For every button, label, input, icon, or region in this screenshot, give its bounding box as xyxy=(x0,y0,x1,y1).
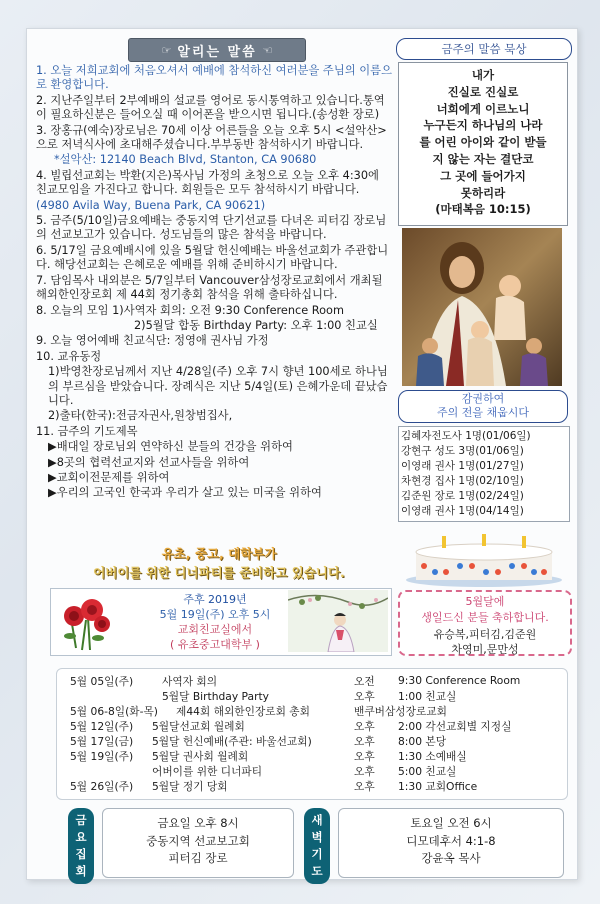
notice-item: 11. 금주의 기도제목 xyxy=(36,424,138,438)
verse-line: 진실로 진실로 xyxy=(447,84,519,99)
tab-char: 도 xyxy=(311,864,323,878)
notice-item: 5. 금주(5/10일)금요예배는 중동지역 단기선교를 다녀온 피터김 장로님의 선교보고가 있습니다. 성도님들의 많은 참석을 바랍니다. xyxy=(36,214,387,242)
notice-item: 1. 오늘 저희교회에 처음오셔서 예배에 참석하신 여러분을 주님의 이름으로 환영합니다. xyxy=(36,64,392,92)
verse-reference: (마태복음 10:15) xyxy=(435,202,531,217)
schedule-time: 2:00 각선교회별 지정실 xyxy=(398,720,512,733)
youth-dinner-info xyxy=(140,592,290,652)
schedule-time: 9:30 Conference Room xyxy=(398,674,521,687)
youth-info-host: ( 유초중고대학부 ) xyxy=(170,638,260,651)
schedule-event: 제44회 해외한인장로회 총회 xyxy=(176,705,310,718)
birthday-names-line1: 유승복,피터김,김준원 xyxy=(433,628,537,641)
notice-item: 4. 빌립선교회는 박환(지은)목사님 가정의 초청으로 오늘 오후 4:30에 친교모임을 가진다고 합니다. 회원들은 모두 참석하시기 바랍니다. xyxy=(36,168,379,197)
traditional-painting-image xyxy=(288,590,388,652)
verse-line: 지 않는 자는 결단코 xyxy=(432,151,534,166)
dawn-prayer-tab xyxy=(304,808,330,884)
verse-line: 그 곳에 들어가지 xyxy=(440,168,526,183)
notice-item: 6. 5/17일 금요예배시에 있을 5월달 헌신예배는 바울선교회가 주관합니다. 해당선교회는 은혜로운 예배를 위해 준비하시기 바랍니다. xyxy=(36,243,389,272)
tab-char: 요 xyxy=(75,830,87,844)
notice-item: 7. 담임목사 내외분은 5/7일부터 Vancouver삼성장로교회에서 개최될 해외한인장로회 제 44회 정기총회 참석을 위해 출타하십니다. xyxy=(36,273,383,302)
verse-line: 누구든지 하나님의 나라 xyxy=(423,118,543,133)
schedule-event: 5월달 권사회 월례회 xyxy=(152,750,249,763)
evangelism-row: 김혜자전도사 1명(01/06일) xyxy=(401,430,531,442)
youth-banner-line2: 어버이를 위한 디너파티를 준비하고 있습니다. xyxy=(93,565,345,580)
evangelism-heading xyxy=(398,390,568,423)
dawn-time: 토요일 오전 6시 xyxy=(410,816,492,830)
verse-line: 너희에게 이르노니 xyxy=(436,101,530,116)
pointing-hand-left-icon: ☞ xyxy=(161,43,172,57)
schedule-ampm: 오후 xyxy=(354,780,375,793)
notice-item: 8. 오늘의 모임 1)사역자 회의: 오전 9:30 Conference Room xyxy=(36,303,344,317)
evangelism-list xyxy=(398,426,570,522)
schedule-ampm: 오후 xyxy=(354,735,375,748)
schedule-ampm: 오후 xyxy=(354,720,375,733)
schedule-date: 5월 05일(주) xyxy=(70,675,134,688)
verse-line: 를 어린 아이와 같이 받들 xyxy=(419,135,547,150)
tab-char: 기 xyxy=(311,847,323,861)
schedule-row xyxy=(56,779,566,793)
schedule-time: 1:30 교회Office xyxy=(398,780,478,793)
birthday-names xyxy=(400,627,570,657)
schedule-time: 8:00 본당 xyxy=(398,735,447,748)
prayer-topic: ▶우리의 고국인 한국과 우리가 살고 있는 미국을 위하여 xyxy=(48,486,322,500)
evangelism-heading-line2: 주의 전을 채웁시다 xyxy=(436,406,529,419)
schedule-row xyxy=(56,674,566,688)
notices-title: 알리는 말씀 xyxy=(177,44,257,60)
schedule-ampm: 오후 xyxy=(354,750,375,763)
schedule-rows xyxy=(56,674,566,798)
schedule-ampm: 오후 xyxy=(354,765,375,778)
schedule-date: 5월 12일(주) xyxy=(70,720,134,733)
notice-item: 2)5월달 합동 Birthday Party: 오후 1:00 친교실 xyxy=(134,318,378,332)
schedule-time: 5:00 친교실 xyxy=(398,765,457,778)
youth-banner-line1: 유초, 중고, 대학부가 xyxy=(161,546,277,561)
roses-image xyxy=(52,590,122,652)
youth-info-place: 교회친교실에서 xyxy=(177,623,253,636)
friday-time: 금요일 오후 8시 xyxy=(157,816,239,830)
schedule-time: 1:30 소예배실 xyxy=(398,750,467,763)
notice-item: 2)출타(한국):전금자권사,원창범집사, xyxy=(48,409,233,423)
youth-dinner-banner xyxy=(44,544,394,584)
notice-address: *설악산: 12140 Beach Blvd, Stanton, CA 90680 xyxy=(54,153,317,167)
schedule-event: 어버이를 위한 디너파티 xyxy=(152,765,263,778)
schedule-time: 1:00 친교실 xyxy=(398,690,457,703)
notice-item: 3. 장홍규(예숙)장로님은 70세 이상 어른들을 오늘 오후 5시 <설악산>으로 저녁식사에 초대해주셨습니다.부부동반 참석하시기 바랍니다. xyxy=(36,123,387,152)
evangelism-row: 강현구 성도 3명(01/06일) xyxy=(401,445,524,457)
schedule-row xyxy=(56,704,566,718)
verse-heading: 금주의 말씀 묵상 xyxy=(396,38,572,60)
schedule-row xyxy=(56,764,566,778)
dawn-scripture: 디모데후서 4:1-8 xyxy=(406,833,496,848)
birthday-names-line2: 차영미,문만성 xyxy=(451,643,519,656)
schedule-event: 5월달 정기 당회 xyxy=(152,780,228,793)
evangelism-heading-line1: 감권하여 xyxy=(461,392,505,405)
tab-char: 집 xyxy=(75,847,87,861)
evangelism-row: 이영래 권사 1명(01/27일) xyxy=(401,460,524,472)
tab-char: 회 xyxy=(75,864,87,878)
schedule-ampm: 오전 xyxy=(354,675,375,688)
schedule-event: 5월달선교회 월례회 xyxy=(152,720,245,733)
notices-title-banner xyxy=(128,38,306,62)
birthday-title-line1: 5월달에 xyxy=(465,595,505,608)
evangelism-row: 차현경 집사 1명(02/10일) xyxy=(401,475,524,487)
verse-line: 못하리라 xyxy=(460,185,506,200)
evangelism-row: 김준원 장로 1명(02/24일) xyxy=(401,490,524,502)
schedule-date: 5월 19일(주) xyxy=(70,750,134,763)
schedule-row xyxy=(56,719,566,733)
schedule-ampm: 오후 xyxy=(354,690,375,703)
schedule-date: 5월 26일(주) xyxy=(70,780,134,793)
birthday-cake-icon xyxy=(402,532,566,588)
friday-meeting-box xyxy=(102,808,294,878)
dawn-speaker: 강윤옥 목사 xyxy=(421,851,481,865)
schedule-row xyxy=(56,689,566,703)
schedule-place: 밴쿠버삼성장로교회 xyxy=(354,705,447,718)
notices-list xyxy=(36,64,392,502)
youth-info-year: 주후 2019년 xyxy=(183,593,247,606)
birthday-box xyxy=(398,590,572,656)
schedule-row xyxy=(56,734,566,748)
youth-info-date: 5월 19일(주) 오후 5시 xyxy=(159,608,271,621)
prayer-topic: ▶교회이전문제를 위하여 xyxy=(48,470,170,484)
verse-box xyxy=(398,62,568,226)
pointing-hand-right-icon: ☜ xyxy=(262,43,273,57)
friday-meeting-tab xyxy=(68,808,94,884)
notice-item: 9. 오늘 영어예배 친교식단: 정영애 권사님 가정 xyxy=(36,334,269,348)
schedule-date: 5월 17일(금) xyxy=(70,735,134,748)
tab-char: 벽 xyxy=(311,830,323,844)
evangelism-row: 이영래 권사 1명(04/14일) xyxy=(401,505,524,517)
schedule-event: 사역자 회의 xyxy=(162,675,218,688)
notice-address: (4980 Avila Way, Buena Park, CA 90621) xyxy=(36,198,266,212)
friday-speaker: 피터김 장로 xyxy=(168,851,228,865)
schedule-event: 5월달 헌신예배(주관: 바울선교회) xyxy=(152,735,312,748)
notice-item: 1)박영찬장로님께서 지난 4/28일(주) 오후 7시 향년 100세로 하나님의 부르심을 받았습니다. 장례식은 지난 5/4일(토) 은혜가운데 끝났습니다. xyxy=(48,365,388,407)
notice-item: 10. 교유동정 xyxy=(36,349,102,363)
tab-char: 금 xyxy=(75,813,87,827)
notice-item: 2. 지난주일부터 2부예배의 설교를 영어로 동시통역하고 있습니다.통역이 필요하신분은 들어오실 때 이어폰을 받으시면 됩니다.(송성환 장로) xyxy=(36,93,385,122)
schedule-event: 5월달 Birthday Party xyxy=(162,690,269,703)
verse-line: 내가 xyxy=(471,68,495,82)
friday-topic: 중동지역 선교보고회 xyxy=(146,833,250,848)
birthday-title-line2: 생일드신 분들 축하합니다. xyxy=(421,611,549,624)
prayer-topic: ▶배대일 장로님외 연약하신 분들의 건강을 위하여 xyxy=(48,440,293,454)
tab-char: 새 xyxy=(311,813,323,827)
prayer-topic: ▶8곳의 협력선교지와 선교사들을 위하여 xyxy=(48,455,250,469)
jesus-with-children-image xyxy=(402,228,562,386)
dawn-prayer-box xyxy=(338,808,564,878)
schedule-row xyxy=(56,749,566,763)
schedule-date: 5월 06-8일(화-목) xyxy=(70,705,158,718)
